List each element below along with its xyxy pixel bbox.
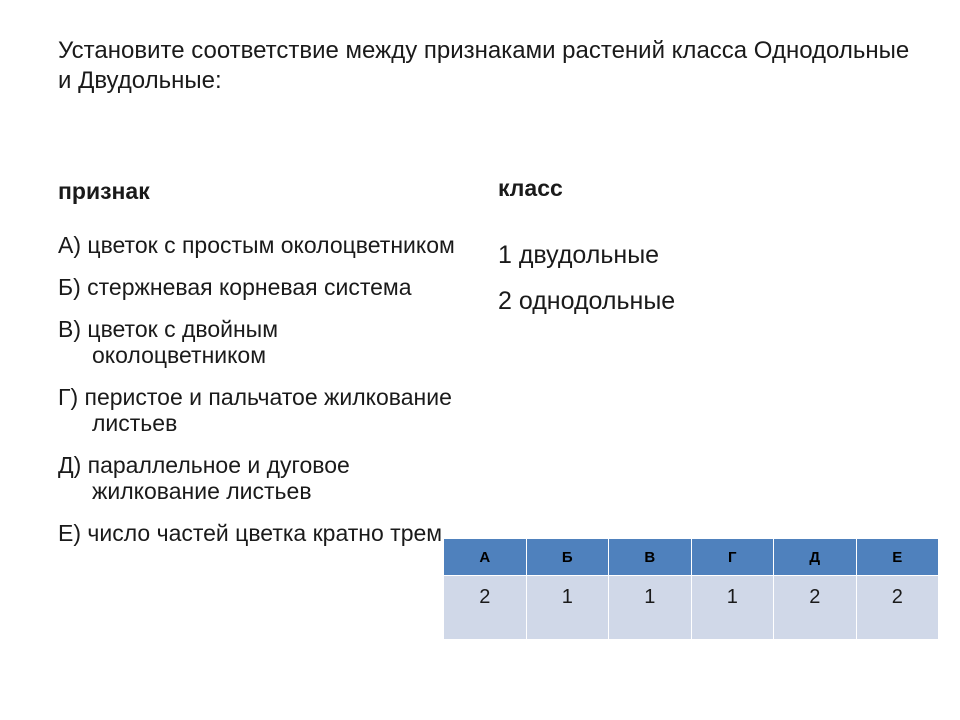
answer-value-cell: 1 (526, 576, 609, 640)
feature-item: Б) стержневая корневая система (58, 274, 412, 300)
answer-value-cell: 2 (856, 576, 939, 640)
answer-header-cell: А (444, 539, 527, 576)
answer-value-cell: 2 (774, 576, 857, 640)
task-title: Установите соответствие между признаками растений класса Однодольные и Двудольные: (58, 37, 910, 94)
feature-item: Е) число частей цветка кратно трем (58, 520, 443, 546)
class-item: 2 однодольные (498, 287, 676, 315)
feature-list (58, 232, 458, 562)
answer-header-cell: В (609, 539, 692, 576)
answer-header-cell: Г (691, 539, 774, 576)
class-list (498, 240, 675, 332)
answer-table (443, 538, 939, 640)
class-heading: класс (498, 175, 563, 201)
feature-item: А) цветок с простым околоцветником (58, 232, 455, 258)
answer-value-cell: 2 (444, 576, 527, 640)
answer-header-cell: Д (774, 539, 857, 576)
feature-item: Д) параллельное и дуговое жилкование листьев (58, 452, 350, 504)
class-item: 1 двудольные (498, 241, 660, 269)
answer-value-row (444, 576, 939, 640)
feature-item: Г) перистое и пальчатое жилкование листьев (58, 384, 452, 436)
answer-value-cell: 1 (609, 576, 692, 640)
answer-value-cell: 1 (691, 576, 774, 640)
answer-header-row (444, 539, 939, 576)
answer-header-cell: Е (856, 539, 939, 576)
answer-header-cell: Б (526, 539, 609, 576)
feature-item: В) цветок с двойным околоцветником (58, 316, 279, 368)
feature-heading: признак (58, 178, 150, 204)
